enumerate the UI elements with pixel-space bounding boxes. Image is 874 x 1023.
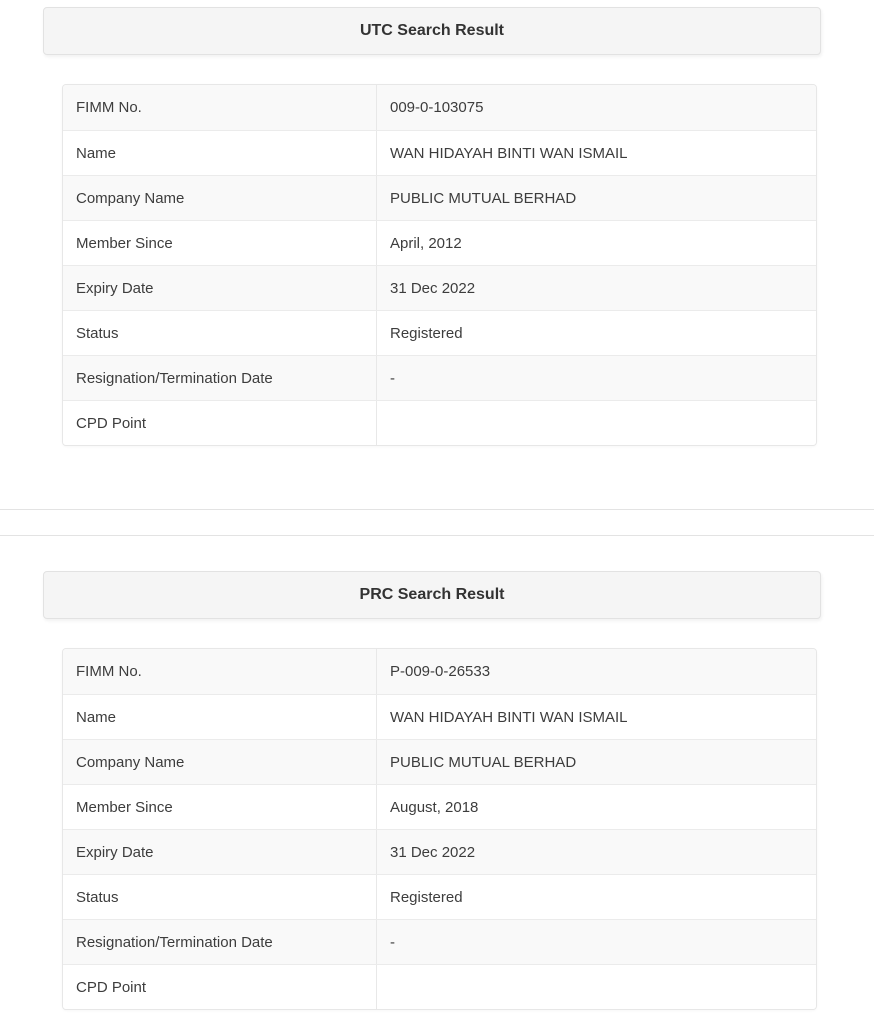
row-value: 009-0-103075 bbox=[390, 99, 484, 116]
table-row bbox=[63, 400, 816, 445]
table-row bbox=[63, 85, 816, 130]
row-label: Member Since bbox=[63, 785, 377, 829]
prc-result-table bbox=[62, 648, 817, 1010]
row-label: CPD Point bbox=[63, 401, 377, 445]
row-value: Registered bbox=[390, 324, 463, 342]
table-row bbox=[63, 829, 816, 874]
row-label: Status bbox=[63, 875, 377, 919]
utc-section-heading bbox=[43, 7, 821, 55]
table-row bbox=[63, 694, 816, 739]
table-row bbox=[63, 874, 816, 919]
row-value: 31 Dec 2022 bbox=[390, 279, 476, 297]
row-label: Expiry Date bbox=[63, 266, 377, 310]
row-label: Company Name bbox=[63, 176, 377, 220]
row-label: CPD Point bbox=[63, 965, 377, 1009]
row-label: Status bbox=[63, 311, 377, 355]
utc-section-title: UTC Search Result bbox=[359, 22, 505, 39]
table-row bbox=[63, 784, 816, 829]
table-row bbox=[63, 310, 816, 355]
row-label: Name bbox=[63, 695, 377, 739]
table-row bbox=[63, 739, 816, 784]
table-row bbox=[63, 130, 816, 175]
table-row bbox=[63, 265, 816, 310]
row-label: Company Name bbox=[63, 740, 377, 784]
row-value: WAN HIDAYAH BINTI WAN ISMAIL bbox=[390, 708, 628, 726]
row-value: PUBLIC MUTUAL BERHAD bbox=[390, 753, 577, 771]
utc-result-table bbox=[62, 84, 817, 446]
section-divider bbox=[0, 535, 874, 536]
row-value: PUBLIC MUTUAL BERHAD bbox=[390, 189, 577, 207]
row-label: Name bbox=[63, 131, 377, 175]
row-value: Registered bbox=[390, 888, 463, 906]
row-value bbox=[377, 965, 816, 1009]
prc-section-heading bbox=[43, 571, 821, 619]
prc-section-title: PRC Search Result bbox=[359, 586, 505, 603]
row-value: P-009-0-26533 bbox=[390, 663, 491, 680]
table-row bbox=[63, 919, 816, 964]
table-row bbox=[63, 649, 816, 694]
row-value: - bbox=[390, 369, 395, 387]
row-label: Resignation/Termination Date bbox=[63, 920, 377, 964]
section-divider bbox=[0, 509, 874, 510]
row-label: FIMM No. bbox=[63, 649, 377, 694]
row-label: FIMM No. bbox=[63, 85, 377, 130]
row-label: Member Since bbox=[63, 221, 377, 265]
table-row bbox=[63, 964, 816, 1009]
table-row bbox=[63, 355, 816, 400]
row-value: - bbox=[390, 933, 395, 951]
table-row bbox=[63, 220, 816, 265]
row-value: 31 Dec 2022 bbox=[390, 843, 476, 861]
row-value: WAN HIDAYAH BINTI WAN ISMAIL bbox=[390, 144, 628, 162]
row-value bbox=[377, 401, 816, 445]
row-label: Expiry Date bbox=[63, 830, 377, 874]
row-label: Resignation/Termination Date bbox=[63, 356, 377, 400]
row-value: April, 2012 bbox=[390, 234, 462, 252]
row-value: August, 2018 bbox=[390, 798, 479, 816]
table-row bbox=[63, 175, 816, 220]
